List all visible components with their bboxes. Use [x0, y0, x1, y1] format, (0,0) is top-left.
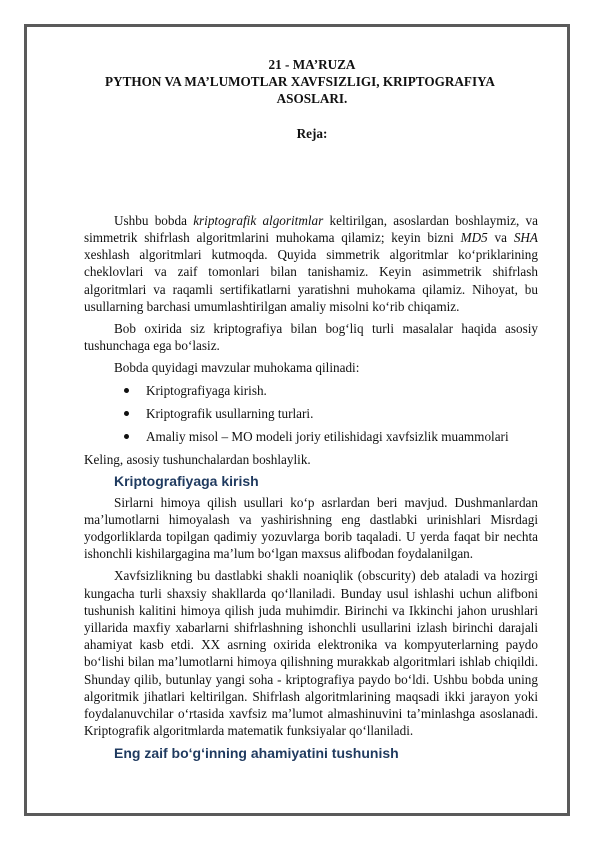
intro-paragraph-1: Ushbu bobda kriptografik algoritmlar keltirilgan, asoslardan boshlaymiz, va simmetrik shifrlash algoritmlarini muhokama qilamiz; keyin bizni MD5 va SHA xeshlash algoritmlari kutmoqda. Quyida simmetrik algoritmlar ko‘priklarining cheklovlari va zaif tomonlari bilan tanishamiz. Keyin asimmetrik shifrlash algoritmlari va raqamli sertifikatlarni yaratishni muhokama qilamiz. Nihoyat, bu usullarning barchasi umumlashtirilgan amaliy misolni ko‘rib chiqamiz.: [84, 212, 538, 314]
italic-term: kriptografik algoritmlar: [193, 212, 324, 228]
italic-term: MD5: [460, 230, 488, 246]
list-item: Kriptografik usullarning turlari.: [124, 405, 538, 422]
list-item: Kriptografiyaga kirish.: [124, 382, 538, 399]
transition-paragraph: Keling, asosiy tushunchalardan boshlaylik.: [84, 452, 311, 468]
lecture-number: 21 - MA’RUZA: [268, 57, 356, 72]
section1-paragraph-1: Sirlarni himoya qilish usullari ko‘p asrlardan beri mavjud. Dushmanlardan ma’lumotlarni himoyalash va yashirishning eng dastlabki urinishlari Misrdagi yodgorliklarda topilgan qadimiy yozuvlarga borib taqaladi. U yerda faqat bir nechta ishonchli kishilargagina ma’lum bo‘lgan maxsus alifbodan foydalanilgan.: [84, 494, 538, 562]
plan-label: Reja:: [296, 125, 328, 141]
intro-paragraph-2: Bob oxirida siz kriptografiya bilan bog‘liq turli masalalar haqida asosiy tushunchaga ega bo‘lasiz.: [84, 321, 538, 354]
title-line-1: PYTHON VA MA’LUMOTLAR XAVFSIZLIGI, KRIPTOGRAFIYA: [105, 74, 495, 90]
section-heading: Eng zaif bo‘g‘inning ahamiyatini tushunish: [114, 744, 399, 761]
section1-paragraph-2: Xavfsizlikning bu dastlabki shakli noaniqlik (obscurity) deb ataladi va hozirgi kungacha turli shaxsiy shakllarda qo‘llaniladi. Bunday usul ishlashi uchun alifboni tushunish kalitini himoya qilish juda muhimdir. Birinchi va Ikkinchi jahon urushlari yillarida maxfiy xabarlarni shifrlashning ishonchli usullarini izlash birinchi darajali ahamiyat kasb etdi. XX asrning oxirida elektronika va kompyuterlarning paydo bo‘lishi bilan ma’lumotlarni himoya qilishning murakkab algoritmlari ishlab chiqildi. Shunday qilib, butunlay yangi soha - kriptografiya paydo bo‘ldi. Ushbu bobda uning algoritmik jihatlari keltirilgan. Shifrlash algoritmlarining maqsadi ikki jarayon yoki foydalanuvchilar o‘rtasida xavfsiz ma’lumot almashinuvini ta’minlashga asoslanadi. Kriptografik algoritmlarda matematik funksiyalar qo‘llaniladi.: [84, 568, 538, 739]
bullet-icon: [124, 434, 129, 439]
bullet-icon: [124, 388, 129, 393]
title-line-2: ASOSLARI.: [276, 91, 348, 107]
section-heading: Kriptografiyaga kirish: [114, 473, 259, 490]
list-item: Amaliy misol – MO modeli joriy etilishidagi xavfsizlik muammolari: [124, 428, 538, 445]
bullet-icon: [124, 411, 129, 416]
document-title: [86, 56, 538, 108]
intro-paragraph-3: Bobda quyidagi mavzular muhokama qilinadi:: [114, 360, 360, 376]
topics-list: [84, 382, 538, 446]
italic-term: SHA: [513, 230, 538, 246]
document-body: [86, 56, 538, 765]
